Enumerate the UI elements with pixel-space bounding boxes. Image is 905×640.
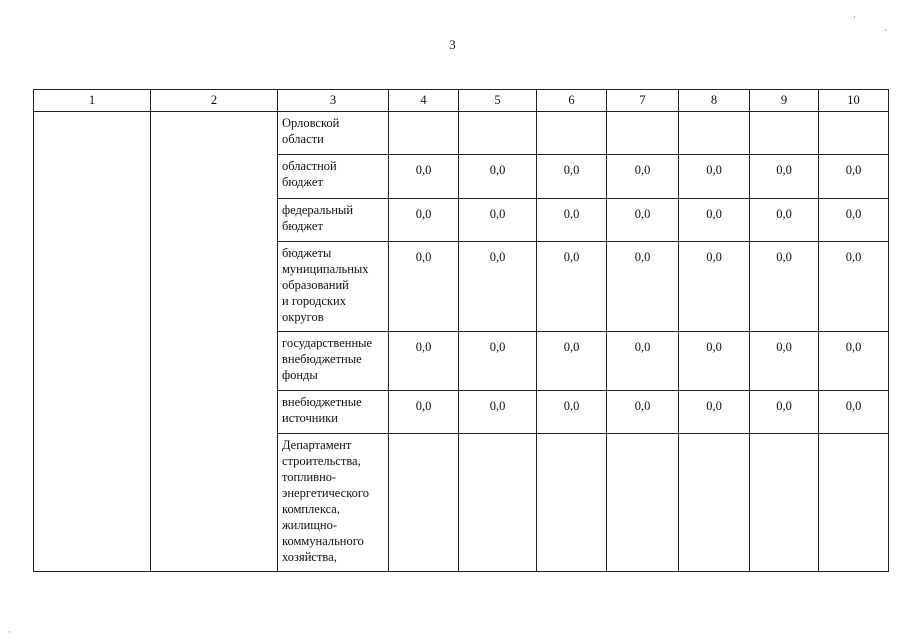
value-cell [389, 434, 459, 572]
value-cell [679, 112, 750, 155]
value-cell: 0,0 [537, 391, 607, 434]
column-header: 8 [679, 90, 750, 112]
value-cell: 0,0 [607, 155, 679, 199]
value-cell [459, 112, 537, 155]
value-cell: 0,0 [750, 391, 819, 434]
value-cell: 0,0 [389, 155, 459, 199]
value-cell: 0,0 [819, 242, 889, 332]
value-cell: 0,0 [607, 391, 679, 434]
value-cell [537, 112, 607, 155]
value-cell [750, 434, 819, 572]
column-header: 1 [34, 90, 151, 112]
value-cell [679, 434, 750, 572]
value-cell: 0,0 [607, 199, 679, 242]
funding-source-cell: Орловской области [278, 112, 389, 155]
value-cell: 0,0 [459, 199, 537, 242]
column-header: 4 [389, 90, 459, 112]
value-cell: 0,0 [750, 332, 819, 391]
funding-source-cell: государственные внебюджетные фонды [278, 332, 389, 391]
value-cell: 0,0 [819, 332, 889, 391]
value-cell: 0,0 [679, 242, 750, 332]
scan-artifact: ` [884, 28, 887, 38]
value-cell: 0,0 [537, 242, 607, 332]
column-header: 9 [750, 90, 819, 112]
value-cell: 0,0 [459, 332, 537, 391]
scan-artifact: · [853, 12, 856, 22]
column-header: 6 [537, 90, 607, 112]
funding-source-cell: Департамент строительства, топливно- энергетического комплекса, жилищно- коммунального хозяйства, [278, 434, 389, 572]
column-1-cell [34, 112, 151, 572]
value-cell [819, 434, 889, 572]
value-cell: 0,0 [459, 242, 537, 332]
funding-source-cell: бюджеты муниципальных образований и городских округов [278, 242, 389, 332]
column-header: 7 [607, 90, 679, 112]
funding-table [33, 89, 889, 572]
value-cell: 0,0 [389, 199, 459, 242]
value-cell: 0,0 [679, 199, 750, 242]
value-cell: 0,0 [607, 242, 679, 332]
value-cell: 0,0 [459, 391, 537, 434]
value-cell [750, 112, 819, 155]
value-cell [389, 112, 459, 155]
column-header: 3 [278, 90, 389, 112]
value-cell: 0,0 [537, 155, 607, 199]
value-cell [607, 112, 679, 155]
value-cell: 0,0 [819, 155, 889, 199]
header-row [34, 90, 889, 112]
value-cell [819, 112, 889, 155]
value-cell: 0,0 [537, 332, 607, 391]
value-cell: 0,0 [679, 155, 750, 199]
page-number: 3 [449, 37, 456, 52]
column-header: 10 [819, 90, 889, 112]
funding-source-cell: внебюджетные источники [278, 391, 389, 434]
column-2-cell [151, 112, 278, 572]
value-cell [459, 434, 537, 572]
value-cell: 0,0 [750, 199, 819, 242]
value-cell: 0,0 [819, 199, 889, 242]
scan-artifact: · [8, 627, 11, 637]
value-cell [537, 434, 607, 572]
column-header: 5 [459, 90, 537, 112]
table-row [34, 112, 889, 155]
value-cell [607, 434, 679, 572]
value-cell: 0,0 [537, 199, 607, 242]
value-cell: 0,0 [750, 242, 819, 332]
value-cell: 0,0 [459, 155, 537, 199]
value-cell: 0,0 [607, 332, 679, 391]
value-cell: 0,0 [679, 391, 750, 434]
value-cell: 0,0 [389, 242, 459, 332]
value-cell: 0,0 [750, 155, 819, 199]
value-cell: 0,0 [389, 391, 459, 434]
funding-source-cell: областной бюджет [278, 155, 389, 199]
column-header: 2 [151, 90, 278, 112]
value-cell: 0,0 [819, 391, 889, 434]
funding-source-cell: федеральный бюджет [278, 199, 389, 242]
value-cell: 0,0 [389, 332, 459, 391]
value-cell: 0,0 [679, 332, 750, 391]
